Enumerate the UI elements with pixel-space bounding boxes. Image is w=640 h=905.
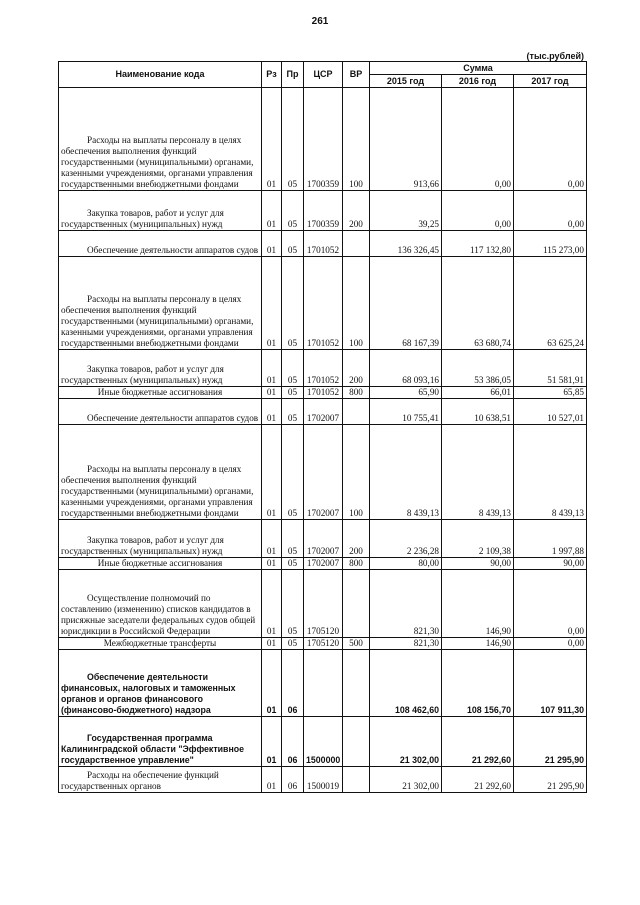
row-csr: 1701052 [304,387,343,399]
row-rz: 01 [262,88,282,191]
row-2015: 2 236,28 [370,520,442,558]
row-2015: 8 439,13 [370,425,442,520]
header-2017: 2017 год [514,75,587,88]
row-pr: 05 [282,350,304,387]
row-rz: 01 [262,425,282,520]
row-name: Расходы на выплаты персоналу в целях обеспечения выполнения функций государственными (муниципальными) органами, казенными учреждениями, органами управления государственными внебюджетными фондами [59,257,262,350]
row-vr [343,570,370,638]
row-csr: 1500019 [304,767,343,793]
row-pr: 05 [282,558,304,570]
row-csr: 1705120 [304,570,343,638]
header-rz: Рз [262,62,282,88]
table-row [59,425,587,520]
row-2017: 0,00 [514,191,587,231]
row-name: Расходы на выплаты персоналу в целях обеспечения выполнения функций государственными (муниципальными) органами, казенными учреждениями, органами управления государственными внебюджетными фондами [59,425,262,520]
row-rz: 01 [262,638,282,650]
row-rz: 01 [262,558,282,570]
row-csr: 1701052 [304,257,343,350]
row-2016: 21 292,60 [442,717,514,767]
row-rz: 01 [262,191,282,231]
row-2016: 53 386,05 [442,350,514,387]
row-name: Расходы на обеспечение функций государственных органов [59,767,262,793]
row-2016: 8 439,13 [442,425,514,520]
row-name: Обеспечение деятельности финансовых, налоговых и таможенных органов и органов финансового (финансово-бюджетного) надзора [59,650,262,717]
row-name: Расходы на выплаты персоналу в целях обеспечения выполнения функций государственными (муниципальными) органами, казенными учреждениями, органами управления государственными внебюджетными фондами [59,88,262,191]
row-2017: 8 439,13 [514,425,587,520]
header-2015: 2015 год [370,75,442,88]
row-vr: 100 [343,257,370,350]
row-2016: 66,01 [442,387,514,399]
row-csr: 1702007 [304,399,343,425]
row-2017: 90,00 [514,558,587,570]
table-row [59,558,587,570]
row-2015: 21 302,00 [370,767,442,793]
row-name: Государственная программа Калининградской области "Эффективное государственное управление" [59,717,262,767]
row-2015: 10 755,41 [370,399,442,425]
row-pr: 06 [282,767,304,793]
row-vr [343,399,370,425]
row-2017: 65,85 [514,387,587,399]
row-rz: 01 [262,767,282,793]
row-rz: 01 [262,231,282,257]
row-pr: 05 [282,231,304,257]
row-pr: 05 [282,257,304,350]
row-csr: 1701052 [304,350,343,387]
row-2016: 146,90 [442,638,514,650]
row-csr: 1702007 [304,558,343,570]
row-2017: 0,00 [514,88,587,191]
row-2017: 51 581,91 [514,350,587,387]
row-2017: 21 295,90 [514,717,587,767]
header-2016: 2016 год [442,75,514,88]
row-vr: 800 [343,387,370,399]
row-vr [343,231,370,257]
row-name: Закупка товаров, работ и услуг для государственных (муниципальных) нужд [59,350,262,387]
row-2015: 136 326,45 [370,231,442,257]
header-sum: Сумма [370,62,587,75]
row-vr: 200 [343,520,370,558]
row-name: Межбюджетные трансферты [59,638,262,650]
row-pr: 05 [282,88,304,191]
row-2015: 68 093,16 [370,350,442,387]
row-vr: 100 [343,425,370,520]
row-vr [343,767,370,793]
row-2017: 115 273,00 [514,231,587,257]
row-2016: 117 132,80 [442,231,514,257]
row-rz: 01 [262,399,282,425]
row-rz: 01 [262,520,282,558]
row-csr: 1702007 [304,425,343,520]
table-row [59,191,587,231]
row-csr: 1702007 [304,520,343,558]
table-row [59,767,587,793]
row-2015: 65,90 [370,387,442,399]
row-csr: 1700359 [304,191,343,231]
table-row [59,231,587,257]
row-2016: 0,00 [442,88,514,191]
table-row [59,350,587,387]
row-2017: 21 295,90 [514,767,587,793]
row-csr: 1701052 [304,231,343,257]
row-2017: 107 911,30 [514,650,587,717]
row-2016: 0,00 [442,191,514,231]
row-pr: 05 [282,638,304,650]
budget-table [58,61,587,793]
row-2016: 108 156,70 [442,650,514,717]
row-rz: 01 [262,387,282,399]
table-row [59,650,587,717]
row-rz: 01 [262,350,282,387]
row-2016: 21 292,60 [442,767,514,793]
row-name: Иные бюджетные ассигнования [59,558,262,570]
row-2016: 63 680,74 [442,257,514,350]
row-2015: 21 302,00 [370,717,442,767]
row-csr [304,650,343,717]
row-vr: 800 [343,558,370,570]
row-2017: 10 527,01 [514,399,587,425]
row-pr: 05 [282,191,304,231]
table-row [59,387,587,399]
row-vr: 100 [343,88,370,191]
row-2015: 39,25 [370,191,442,231]
row-2016: 146,90 [442,570,514,638]
table-row [59,638,587,650]
table-row [59,717,587,767]
row-pr: 05 [282,425,304,520]
header-name: Наименование кода [59,62,262,88]
row-vr [343,717,370,767]
row-rz: 01 [262,257,282,350]
row-rz: 01 [262,717,282,767]
table-row [59,257,587,350]
row-vr [343,650,370,717]
row-2017: 0,00 [514,638,587,650]
row-rz: 01 [262,570,282,638]
row-2016: 10 638,51 [442,399,514,425]
table-row [59,520,587,558]
row-name: Осуществление полномочий по составлению (изменению) списков кандидатов в присяжные заседатели федеральных судов общей юрисдикции в Российской Федерации [59,570,262,638]
row-2015: 821,30 [370,570,442,638]
row-rz: 01 [262,650,282,717]
row-name: Обеспечение деятельности аппаратов судов [59,231,262,257]
row-pr: 05 [282,399,304,425]
row-2017: 1 997,88 [514,520,587,558]
row-name: Закупка товаров, работ и услуг для государственных (муниципальных) нужд [59,191,262,231]
row-pr: 05 [282,387,304,399]
row-2016: 2 109,38 [442,520,514,558]
row-pr: 05 [282,570,304,638]
row-pr: 06 [282,717,304,767]
row-2015: 108 462,60 [370,650,442,717]
table-row [59,88,587,191]
row-vr: 200 [343,350,370,387]
row-csr: 1500000 [304,717,343,767]
row-2016: 90,00 [442,558,514,570]
row-vr: 200 [343,191,370,231]
row-2017: 63 625,24 [514,257,587,350]
row-2017: 0,00 [514,570,587,638]
row-pr: 06 [282,650,304,717]
table-row [59,399,587,425]
row-2015: 68 167,39 [370,257,442,350]
header-csr: ЦСР [304,62,343,88]
row-pr: 05 [282,520,304,558]
row-name: Обеспечение деятельности аппаратов судов [59,399,262,425]
row-vr: 500 [343,638,370,650]
page-number: 261 [311,16,329,27]
row-csr: 1705120 [304,638,343,650]
table-row [59,570,587,638]
row-name: Закупка товаров, работ и услуг для государственных (муниципальных) нужд [59,520,262,558]
row-2015: 80,00 [370,558,442,570]
row-csr: 1700359 [304,88,343,191]
header-vr: ВР [343,62,370,88]
row-2015: 821,30 [370,638,442,650]
row-name: Иные бюджетные ассигнования [59,387,262,399]
units-label: (тыс.рублей) [526,51,584,61]
row-2015: 913,66 [370,88,442,191]
header-pr: Пр [282,62,304,88]
